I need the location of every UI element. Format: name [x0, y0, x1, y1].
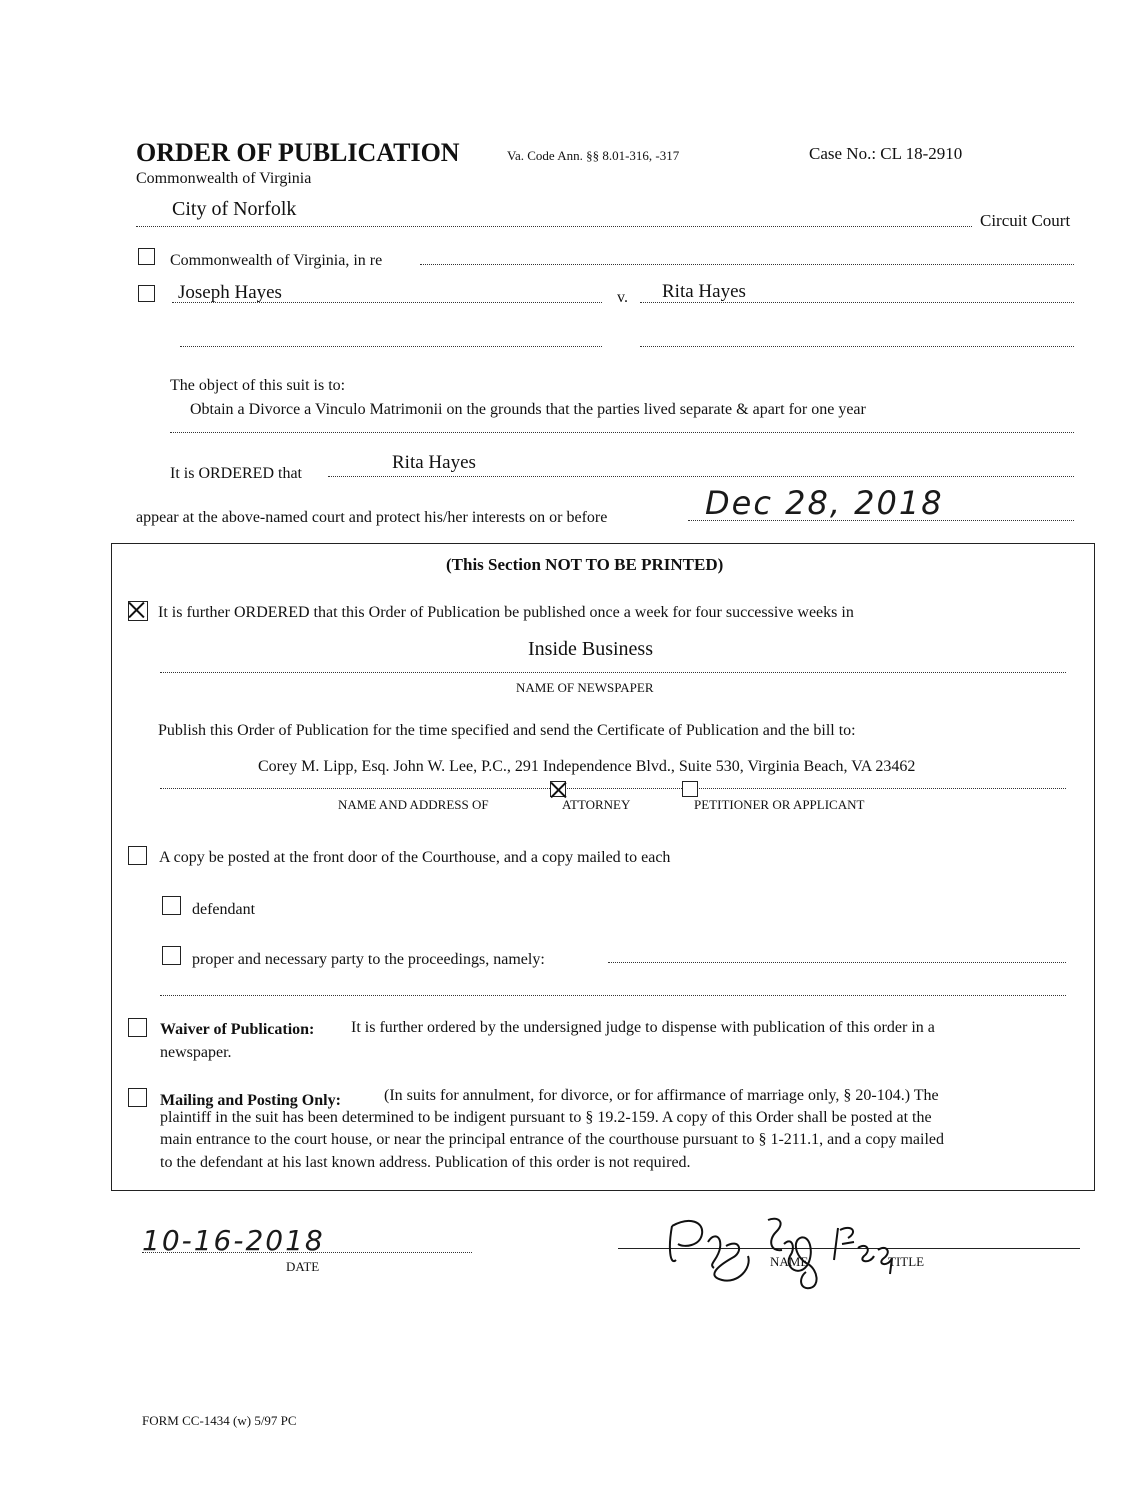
copy-posted-checkbox[interactable]: [128, 846, 147, 865]
waiver-text-2: newspaper.: [160, 1044, 232, 1061]
mailing-checkbox[interactable]: [128, 1088, 147, 1107]
ordered-line: [328, 476, 1074, 477]
signature-scribble: [660, 1208, 920, 1292]
mailing-line-1: (In suits for annulment, for divorce, or for affirmance of marriage only, § 20-104.) The: [384, 1087, 939, 1104]
proper-party-text: proper and necessary party to the proceedings, namely:: [192, 951, 545, 968]
waiver-checkbox[interactable]: [128, 1018, 147, 1037]
date-line: [142, 1252, 472, 1253]
city-name: City of Norfolk: [172, 198, 297, 220]
petitioner-checkbox[interactable]: [682, 781, 698, 797]
further-ordered-checkbox[interactable]: [128, 601, 148, 621]
court-label: Circuit Court: [980, 211, 1071, 230]
in-re-checkbox[interactable]: [138, 248, 155, 265]
defendant-name: Rita Hayes: [662, 281, 746, 302]
mailing-title: Mailing and Posting Only:: [160, 1092, 341, 1109]
proper-party-checkbox[interactable]: [162, 946, 181, 965]
ordered-name: Rita Hayes: [392, 452, 476, 473]
attorney-checkbox[interactable]: [550, 781, 566, 797]
name-label: NAME: [770, 1254, 809, 1269]
proper-party-line: [608, 962, 1066, 963]
date-label: DATE: [286, 1259, 320, 1274]
object-label: The object of this suit is to:: [170, 377, 346, 394]
newspaper-label: NAME OF NEWSPAPER: [516, 680, 654, 695]
defendant-line: [640, 302, 1074, 303]
object-line: [170, 432, 1074, 433]
ordered-label: It is ORDERED that: [170, 465, 302, 482]
form-title: ORDER OF PUBLICATION: [136, 138, 460, 167]
publish-text: Publish this Order of Publication for the time specified and send the Certificate of Publication and the bill to:: [158, 722, 856, 739]
further-ordered-text: It is further ORDERED that this Order of Publication be published once a week for four successive weeks in: [158, 604, 854, 621]
attorney-line: [160, 788, 1066, 789]
section-heading: (This Section NOT TO BE PRINTED): [446, 555, 724, 574]
form-number: FORM CC-1434 (w) 5/97 PC: [142, 1413, 297, 1428]
title-label: TITLE: [888, 1254, 925, 1269]
parties-checkbox[interactable]: [138, 285, 155, 302]
versus-label: v.: [617, 289, 628, 306]
copy-posted-text: A copy be posted at the front door of the Courthouse, and a copy mailed to each: [159, 849, 671, 866]
plaintiff-name: Joseph Hayes: [178, 282, 282, 303]
petitioner-label: PETITIONER OR APPLICANT: [694, 797, 865, 812]
waiver-text: It is further ordered by the undersigned judge to dispense with publication of this order in a: [351, 1019, 935, 1036]
attorney-label: ATTORNEY: [562, 797, 631, 812]
proper-party-line-2: [160, 995, 1066, 996]
appear-text: appear at the above-named court and protect his/her interests on or before: [136, 509, 608, 526]
in-re-label: Commonwealth of Virginia, in re: [170, 252, 383, 269]
city-line: [136, 226, 972, 227]
case-number: Case No.: CL 18-2910: [809, 144, 963, 163]
mailing-line-3: main entrance to the court house, or near the principal entrance of the courthouse pursuant to § 1-211.1, and a copy mailed: [160, 1131, 945, 1148]
blank-line-right: [640, 346, 1074, 347]
address-label: NAME AND ADDRESS OF: [338, 797, 489, 812]
in-re-line: [420, 264, 1074, 265]
attorney-info: Corey M. Lipp, Esq. John W. Lee, P.C., 291 Independence Blvd., Suite 530, Virginia Beach, VA 23462: [258, 758, 916, 775]
defendant-label: defendant: [192, 901, 256, 918]
mailing-line-4: to the defendant at his last known address. Publication of this order is not required.: [160, 1154, 691, 1171]
blank-line-left: [180, 346, 602, 347]
waiver-title: Waiver of Publication:: [160, 1021, 315, 1038]
plaintiff-line: [172, 302, 602, 303]
mailing-line-2: plaintiff in the suit has been determined to be indigent pursuant to § 19.2-159. A copy of this Order shall be posted at the: [160, 1109, 932, 1126]
commonwealth-label: Commonwealth of Virginia: [136, 170, 312, 187]
newspaper-line: [160, 672, 1066, 673]
newspaper-name: Inside Business: [528, 638, 653, 660]
appear-date: Dec 28, 2018: [705, 484, 944, 522]
code-reference: Va. Code Ann. §§ 8.01-316, -317: [507, 148, 680, 163]
object-text: Obtain a Divorce a Vinculo Matrimonii on the grounds that the parties lived separate & apart for one year: [190, 401, 866, 418]
signed-date: 10-16-2018: [142, 1224, 325, 1257]
defendant-checkbox[interactable]: [162, 896, 181, 915]
